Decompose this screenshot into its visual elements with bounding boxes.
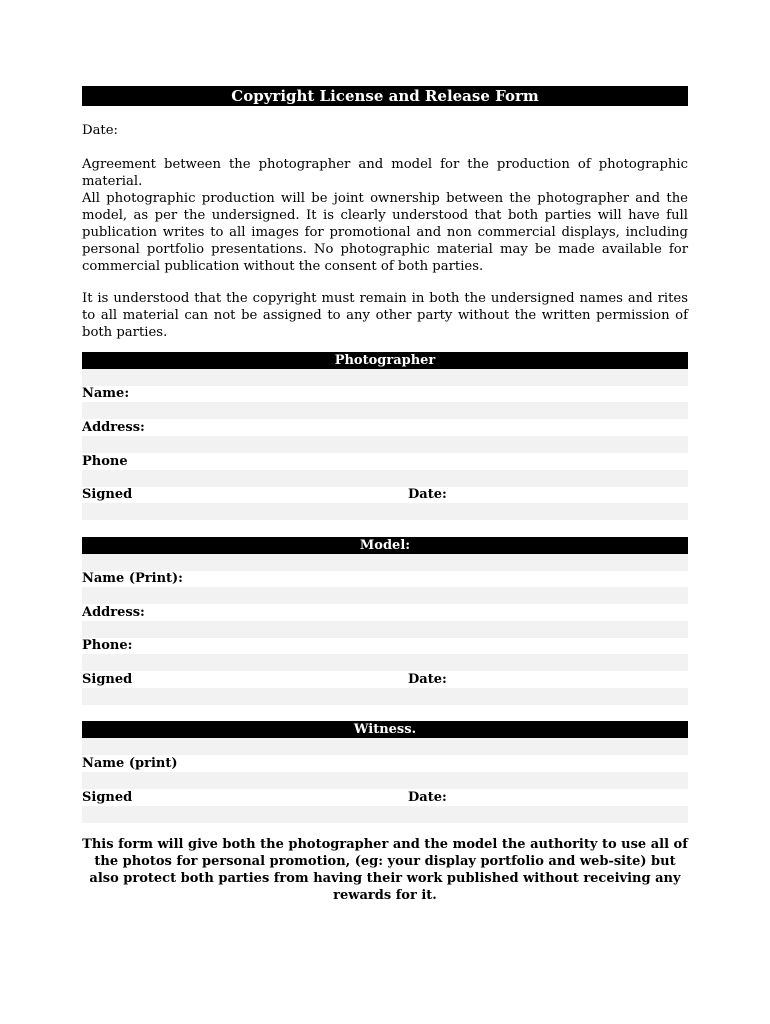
photographer-date-field[interactable]: Date: (408, 487, 447, 502)
field-label: Name: (82, 386, 130, 401)
stripe (82, 402, 688, 419)
stripe (82, 772, 688, 789)
model-name-field[interactable] (82, 570, 688, 587)
witness-date-field[interactable]: Date: (408, 790, 447, 805)
model-phone-field[interactable] (82, 637, 688, 654)
stripe (82, 436, 688, 453)
field-label: Signed (82, 790, 133, 805)
stripe (82, 470, 688, 487)
stripe (82, 554, 688, 571)
field-label: Address: (82, 420, 145, 435)
field-label: Name (print) (82, 756, 178, 771)
stripe (82, 621, 688, 638)
photographer-signed-field[interactable] (82, 486, 688, 503)
witness-name-field[interactable] (82, 755, 688, 772)
photographer-phone-field[interactable] (82, 453, 688, 470)
witness-signed-field[interactable] (82, 789, 688, 806)
model-signed-field[interactable] (82, 671, 688, 688)
photographer-name-field[interactable] (82, 385, 688, 402)
date-label: Date: (82, 123, 118, 138)
stripe (82, 806, 688, 823)
stripe (82, 654, 688, 671)
field-label: Signed (82, 487, 133, 502)
intro-paragraph: Agreement between the photographer and model for the production of photographic material. (82, 157, 688, 189)
field-label: Name (Print): (82, 571, 183, 586)
field-label: Signed (82, 672, 133, 687)
stripe (82, 503, 688, 520)
stripe (82, 738, 688, 755)
model-section-header: Model: (82, 537, 688, 554)
copyright-paragraph: It is understood that the copyright must remain in both the undersigned names and rites to all material can not be assigned to any other party without the written permission of both parties. (82, 291, 688, 340)
field-label: Phone: (82, 638, 133, 653)
ownership-paragraph: All photographic production will be joint ownership between the photographer and the model, as per the undersigned. It is clearly understood that both parties will have full publication writes to all images for promotional and non commercial displays, including personal portfolio presentations. No photographic material may be made available for commercial publication without the consent of both parties. (82, 191, 688, 274)
model-address-field[interactable] (82, 604, 688, 621)
field-label: Address: (82, 605, 145, 620)
witness-section-header: Witness. (82, 721, 688, 738)
stripe (82, 688, 688, 705)
photographer-section-header: Photographer (82, 352, 688, 369)
footer-note: This form will give both the photographer and the model the authority to use all of the photos for personal promotion, (eg: your display portfolio and web-site) but also protect both parties from having their work published without receiving any rewards for it. (82, 837, 688, 903)
field-label: Phone (82, 454, 128, 469)
photographer-address-field[interactable] (82, 419, 688, 436)
form-title: Copyright License and Release Form (82, 86, 688, 106)
model-date-field[interactable]: Date: (408, 672, 447, 687)
stripe (82, 369, 688, 386)
stripe (82, 587, 688, 604)
